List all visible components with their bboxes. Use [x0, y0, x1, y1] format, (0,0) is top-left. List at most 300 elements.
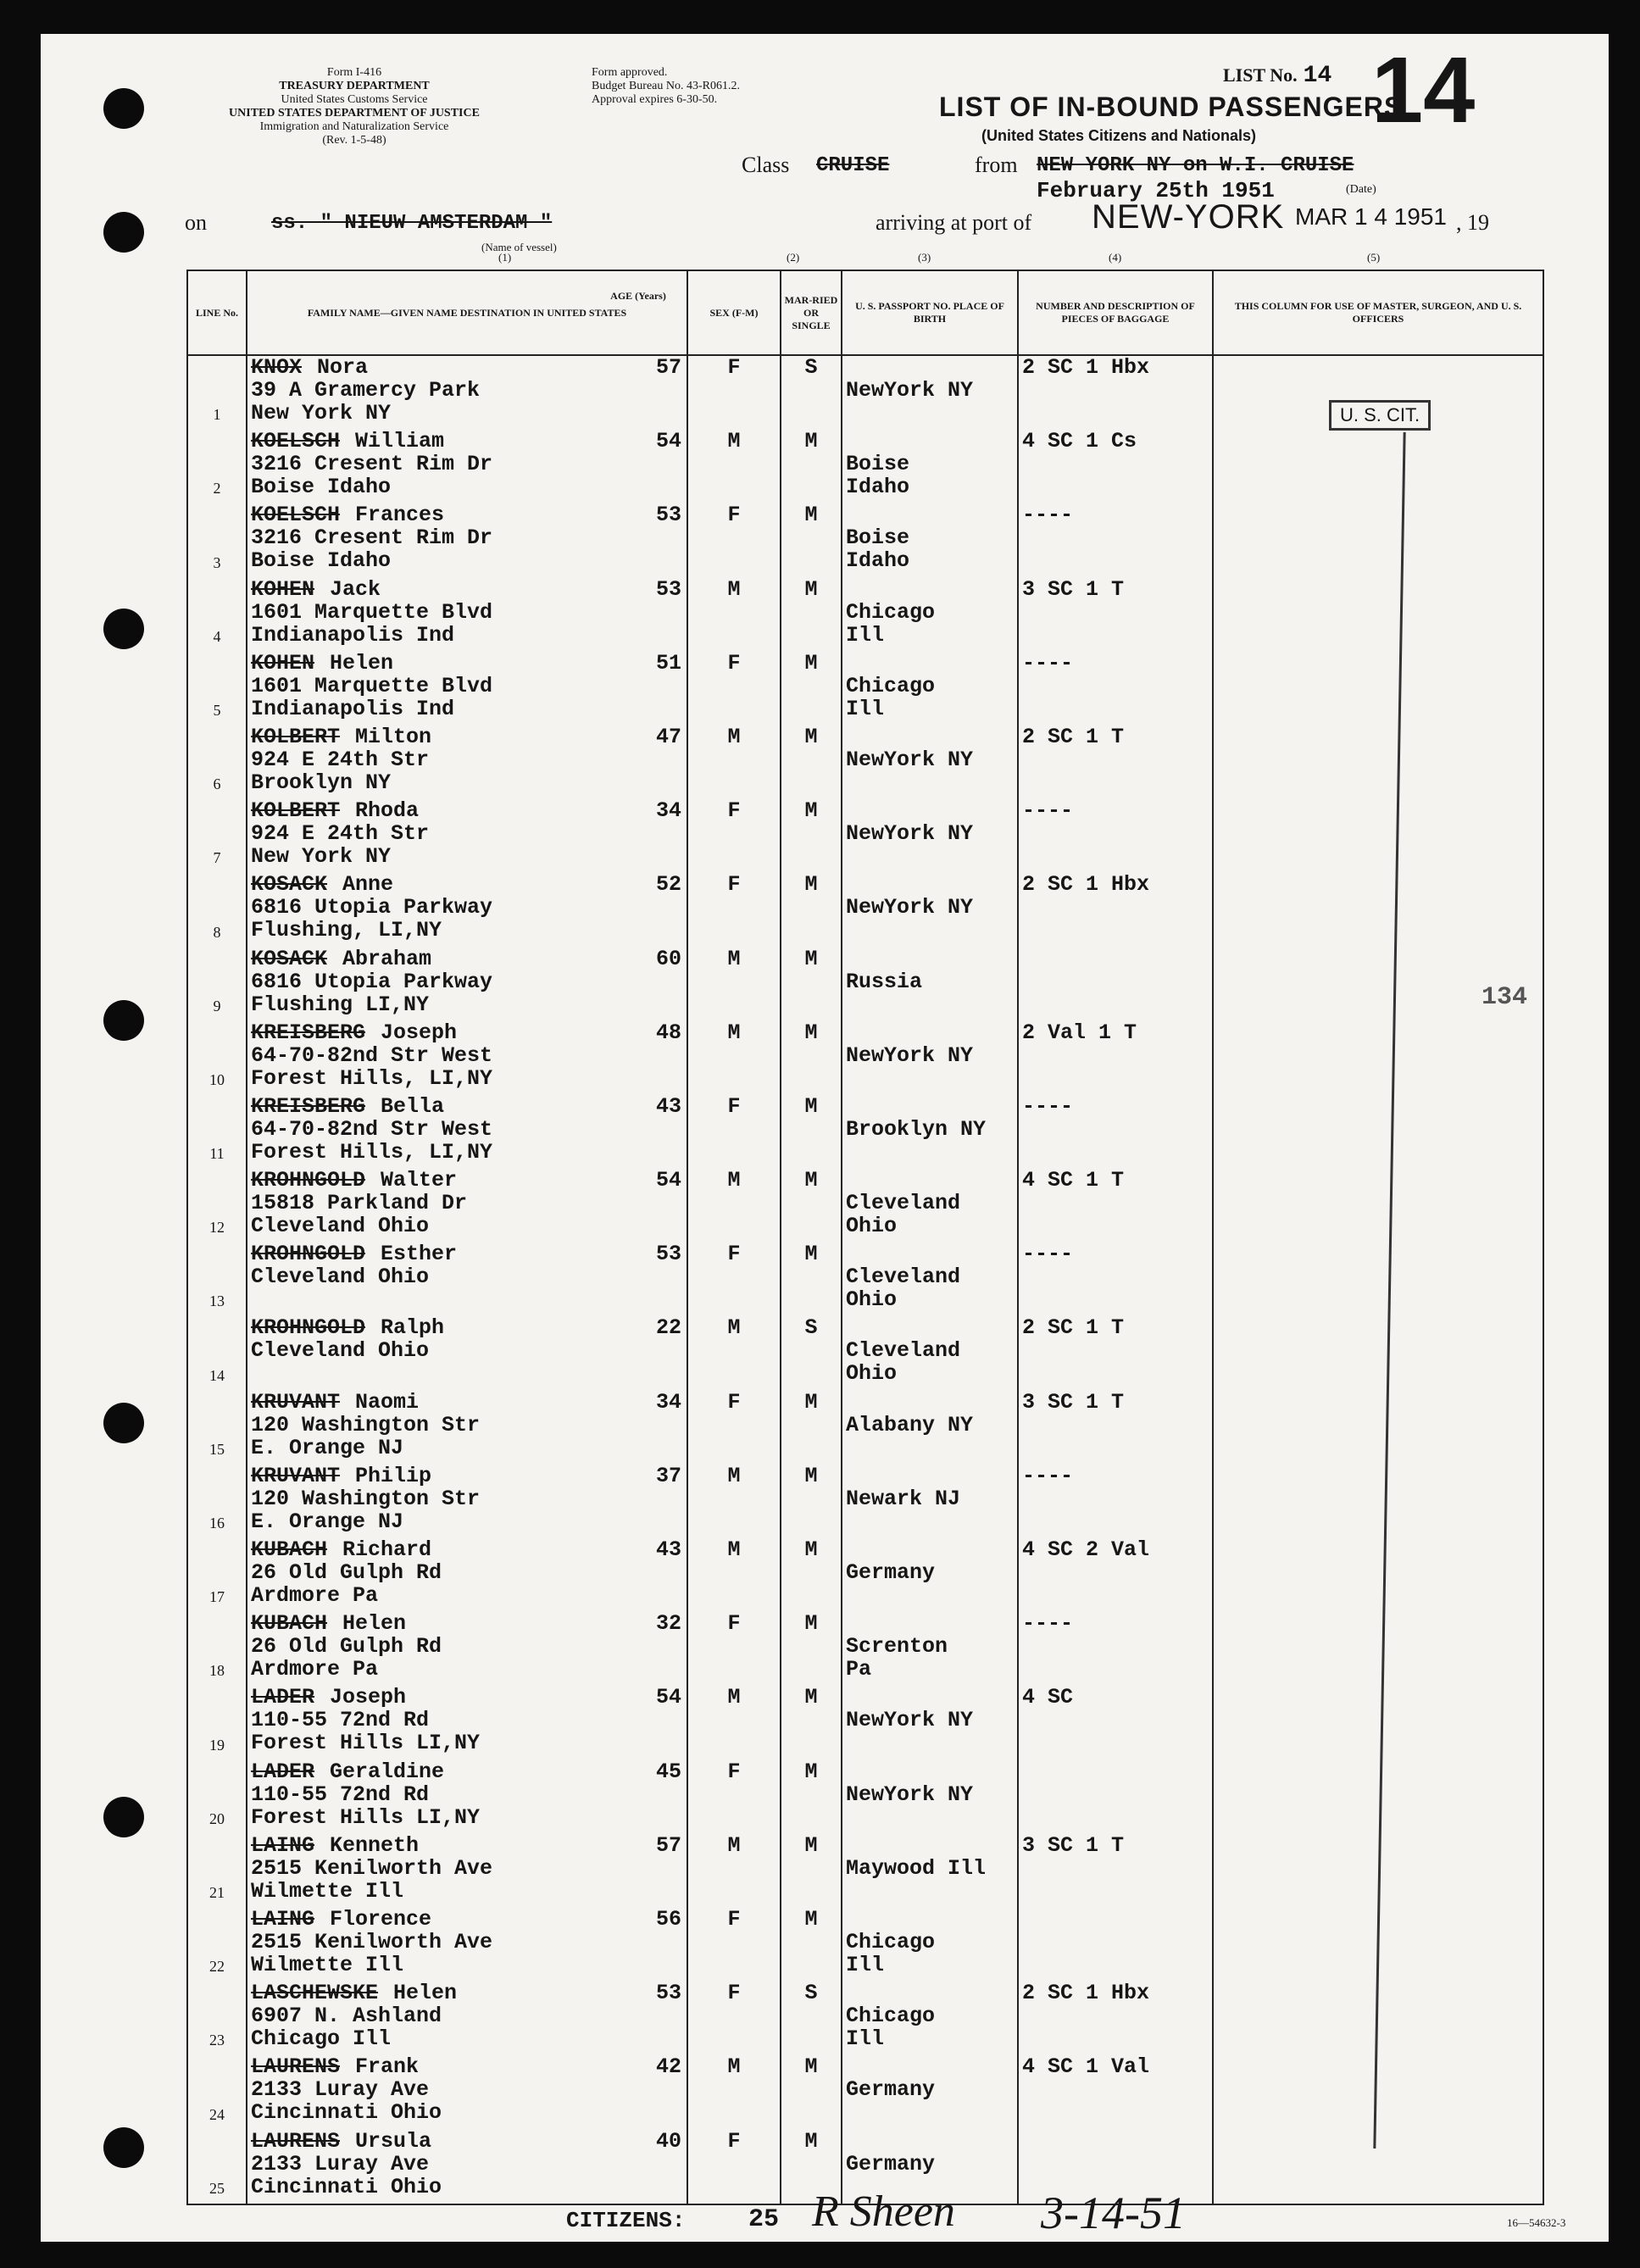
given-name: Jack	[330, 577, 381, 602]
place-of-birth	[842, 503, 1018, 577]
sex: F	[687, 1982, 781, 2055]
passenger-name-cell	[247, 799, 687, 873]
col-num: (5)	[1367, 251, 1381, 264]
baggage	[1018, 1760, 1213, 1834]
punch-hole	[103, 1000, 144, 1041]
destination-city: Wilmette Ill	[251, 1952, 404, 1977]
family-name: LADER	[251, 1759, 315, 1784]
birth-line-2: Pa	[846, 1657, 872, 1682]
family-name: LAURENS	[251, 2055, 341, 2080]
given-name: Philip	[355, 1464, 432, 1488]
family-name: LAING	[251, 1833, 315, 1858]
given-name: Milton	[355, 725, 432, 749]
sex: F	[687, 355, 781, 430]
place-of-birth	[842, 2055, 1018, 2129]
passenger-name-cell	[247, 1095, 687, 1169]
destination-city: Boise Idaho	[251, 548, 392, 574]
place-of-birth	[842, 652, 1018, 725]
table-row	[187, 799, 1543, 873]
baggage: 2 SC 1 T	[1018, 1316, 1213, 1390]
birth-line-2: Ohio	[846, 1287, 898, 1313]
sex: M	[687, 948, 781, 1021]
destination-city: Forest Hills, LI,NY	[251, 1139, 493, 1165]
age: 45	[655, 1759, 681, 1784]
officer-notes	[1213, 1095, 1543, 1169]
passenger-name-cell	[247, 1538, 687, 1612]
table-row	[187, 1095, 1543, 1169]
birth-line-2: NewYork NY	[846, 821, 974, 847]
family-name: KROHNGOLD	[251, 1242, 366, 1267]
arrival-date-stamp: MAR 1 4 1951	[1295, 203, 1447, 230]
baggage: 2 SC 1 T	[1018, 725, 1213, 799]
baggage: 2 SC 1 Hbx	[1018, 355, 1213, 430]
place-of-birth	[842, 1834, 1018, 1908]
given-name: Ralph	[381, 1316, 445, 1341]
place-of-birth	[842, 578, 1018, 652]
sex: F	[687, 1242, 781, 1316]
address-line: 110-55 72nd Rd	[251, 1708, 430, 1733]
handwritten-list-number: 14	[1371, 38, 1476, 142]
ins-service: Immigration and Naturalization Service	[259, 120, 449, 133]
us-citizen-stamp: U. S. CIT.	[1329, 400, 1431, 431]
given-name: Florence	[330, 1907, 432, 1932]
col-num: (4)	[1109, 251, 1122, 264]
year-suffix: , 19	[1456, 210, 1489, 235]
table-row	[187, 948, 1543, 1021]
given-name: Helen	[330, 651, 394, 675]
address-line: 2515 Kenilworth Ave	[251, 1855, 493, 1881]
line-number: 9	[187, 948, 247, 1021]
passenger-name-cell	[247, 355, 687, 430]
age: 48	[655, 1020, 681, 1045]
address-line: 3216 Cresent Rim Dr	[251, 525, 493, 551]
line-number: 23	[187, 1982, 247, 2055]
given-name: Ursula	[355, 2129, 432, 2154]
family-name: KRUVANT	[251, 1390, 341, 1415]
sex: M	[687, 725, 781, 799]
revision: (Rev. 1-5-48)	[322, 134, 386, 147]
line-number: 21	[187, 1834, 247, 1908]
marital-status: M	[781, 2130, 842, 2204]
approval-line: Approval expires 6-30-50.	[592, 93, 718, 106]
table-row	[187, 1908, 1543, 1982]
class-value: CRUISE	[816, 154, 890, 177]
given-name: Esther	[381, 1242, 458, 1267]
family-name: KREISBERG	[251, 1094, 366, 1119]
given-name: Rhoda	[355, 799, 420, 824]
approval-line: Form approved.	[592, 66, 668, 79]
given-name: Richard	[342, 1538, 432, 1562]
sex: F	[687, 1612, 781, 1686]
sex: M	[687, 1686, 781, 1759]
table-row	[187, 1465, 1543, 1538]
line-number: 2	[187, 430, 247, 503]
place-of-birth	[842, 1538, 1018, 1612]
age: 22	[655, 1316, 681, 1341]
col-num: (2)	[787, 251, 800, 264]
table-row	[187, 1612, 1543, 1686]
citizens-count: 25	[748, 2205, 780, 2234]
place-of-birth	[842, 1982, 1018, 2055]
address-line: 120 Washington Str	[251, 1412, 481, 1437]
marital-status: M	[781, 1686, 842, 1759]
marital-status: M	[781, 1391, 842, 1465]
officer-notes	[1213, 1242, 1543, 1316]
officer-notes	[1213, 2055, 1543, 2129]
department-header	[176, 66, 532, 147]
birth-line-1: Chicago	[846, 1929, 936, 1954]
sex: M	[687, 430, 781, 503]
col-num: (3)	[918, 251, 931, 264]
marital-status: M	[781, 1612, 842, 1686]
birth-line-2: Ohio	[846, 1214, 898, 1239]
age: 53	[655, 577, 681, 602]
marital-status: M	[781, 948, 842, 1021]
from-value: NEW YORK NY on W.I. CRUISE	[1037, 154, 1354, 177]
marital-status: S	[781, 1982, 842, 2055]
address-line: 110-55 72nd Rd	[251, 1782, 430, 1807]
sex: F	[687, 1908, 781, 1982]
destination-city: Ardmore Pa	[251, 1657, 379, 1682]
place-of-birth	[842, 1316, 1018, 1390]
officer-notes	[1213, 725, 1543, 799]
birth-line-2: Ill	[846, 2026, 885, 2052]
place-of-birth	[842, 1242, 1018, 1316]
marital-status: M	[781, 652, 842, 725]
baggage: 3 SC 1 T	[1018, 1834, 1213, 1908]
officer-notes	[1213, 799, 1543, 873]
birth-line-2: NewYork NY	[846, 895, 974, 920]
punch-hole	[103, 88, 144, 129]
birth-line-2: Alabany NY	[846, 1412, 974, 1437]
punch-hole	[103, 1797, 144, 1837]
page-subtitle: (United States Citizens and Nationals)	[981, 127, 1257, 144]
form-code: 16—54632-3	[1507, 2216, 1566, 2229]
col-header-sex: SEX (F-M)	[687, 270, 781, 355]
destination-city: Forest Hills LI,NY	[251, 1731, 481, 1756]
birth-line-2: Ill	[846, 1952, 885, 1977]
baggage: ----	[1018, 1095, 1213, 1169]
given-name: Frances	[355, 503, 445, 528]
sex: M	[687, 1538, 781, 1612]
given-name: Abraham	[342, 947, 432, 971]
birth-line-2: NewYork NY	[846, 378, 974, 403]
address-line: 1601 Marquette Blvd	[251, 673, 493, 698]
birth-line-2: Idaho	[846, 548, 910, 574]
from-label: from	[975, 153, 1018, 177]
family-name: LADER	[251, 1686, 315, 1710]
destination-city: Indianapolis Ind	[251, 622, 455, 648]
baggage: ----	[1018, 799, 1213, 873]
citizens-label: CITIZENS:	[566, 2208, 686, 2233]
place-of-birth	[842, 1908, 1018, 1982]
punch-hole	[103, 609, 144, 649]
given-name: Geraldine	[330, 1759, 445, 1784]
customs-service: United States Customs Service	[281, 93, 428, 106]
officer-notes	[1213, 1169, 1543, 1242]
family-name: LAURENS	[251, 2129, 341, 2154]
officer-notes	[1213, 430, 1543, 503]
passenger-name-cell	[247, 873, 687, 947]
line-number: 17	[187, 1538, 247, 1612]
place-of-birth	[842, 430, 1018, 503]
baggage: 2 SC 1 Hbx	[1018, 1982, 1213, 2055]
table-header-row	[187, 270, 1543, 355]
address-line: 2133 Luray Ave	[251, 2077, 430, 2103]
destination-city: E. Orange NJ	[251, 1509, 404, 1534]
line-number: 15	[187, 1391, 247, 1465]
line-number: 1	[187, 355, 247, 430]
destination-city: Flushing LI,NY	[251, 992, 430, 1017]
sex: M	[687, 1465, 781, 1538]
table-row	[187, 1982, 1543, 2055]
col-header-age: AGE (Years)	[610, 290, 666, 302]
baggage: 2 Val 1 T	[1018, 1021, 1213, 1095]
passenger-name-cell	[247, 1021, 687, 1095]
destination-city: Wilmette Ill	[251, 1878, 404, 1904]
given-name: Helen	[393, 1982, 458, 2006]
age: 34	[655, 1390, 681, 1415]
marital-status: M	[781, 1169, 842, 1242]
marital-status: M	[781, 873, 842, 947]
margin-number: 134	[1482, 983, 1528, 1012]
birth-line-1: Cleveland	[846, 1338, 961, 1364]
marital-status: M	[781, 430, 842, 503]
place-of-birth	[842, 1612, 1018, 1686]
address-line: 64-70-82nd Str West	[251, 1042, 493, 1068]
table-row	[187, 1760, 1543, 1834]
destination-city: Chicago Ill	[251, 2026, 392, 2052]
col-header-passport: U. S. PASSPORT NO. PLACE OF BIRTH	[842, 270, 1018, 355]
approval-note	[592, 66, 812, 107]
table-row	[187, 1242, 1543, 1316]
marital-status: M	[781, 578, 842, 652]
table-row	[187, 1538, 1543, 1612]
place-of-birth	[842, 725, 1018, 799]
address-line: 64-70-82nd Str West	[251, 1116, 493, 1142]
given-name: Joseph	[381, 1020, 458, 1045]
sex: M	[687, 1169, 781, 1242]
marital-status: M	[781, 1908, 842, 1982]
address-line: 15818 Parkland Dr	[251, 1191, 468, 1216]
sex: F	[687, 1760, 781, 1834]
destination-city: Indianapolis Ind	[251, 696, 455, 721]
passenger-name-cell	[247, 503, 687, 577]
family-name: KROHNGOLD	[251, 1169, 366, 1193]
sex: F	[687, 2130, 781, 2204]
birth-line-2: NewYork NY	[846, 1782, 974, 1807]
age: 40	[655, 2129, 681, 2154]
age: 54	[655, 430, 681, 454]
officer-notes	[1213, 1686, 1543, 1759]
birth-line-2: Idaho	[846, 475, 910, 500]
age: 53	[655, 1242, 681, 1267]
passenger-name-cell	[247, 1242, 687, 1316]
destination-city: E. Orange NJ	[251, 1435, 404, 1460]
passenger-name-cell	[247, 1612, 687, 1686]
age: 32	[655, 1612, 681, 1637]
punch-hole	[103, 1403, 144, 1443]
marital-status: M	[781, 2055, 842, 2129]
table-row	[187, 1686, 1543, 1759]
address-line: 924 E 24th Str	[251, 821, 430, 847]
baggage: 4 SC	[1018, 1686, 1213, 1759]
age: 43	[655, 1538, 681, 1562]
officer-notes	[1213, 2130, 1543, 2204]
age: 57	[655, 355, 681, 380]
passenger-name-cell	[247, 2130, 687, 2204]
address-line: 26 Old Gulph Rd	[251, 1560, 442, 1585]
col-header-married: MAR-RIED OR SINGLE	[781, 270, 842, 355]
birth-line-2: Maywood Ill	[846, 1855, 987, 1881]
table-row	[187, 1021, 1543, 1095]
officer-notes	[1213, 1538, 1543, 1612]
passenger-name-cell	[247, 578, 687, 652]
marital-status: S	[781, 355, 842, 430]
destination-city: Brooklyn NY	[251, 770, 392, 795]
table-row	[187, 725, 1543, 799]
col-header-officers: THIS COLUMN FOR USE OF MASTER, SURGEON, AND U. S. OFFICERS	[1213, 270, 1543, 355]
officer-notes	[1213, 873, 1543, 947]
destination-city: Boise Idaho	[251, 475, 392, 500]
signature-date: 3-14-51	[1041, 2187, 1186, 2238]
age: 34	[655, 799, 681, 824]
sex: F	[687, 1095, 781, 1169]
baggage	[1018, 948, 1213, 1021]
age: 56	[655, 1907, 681, 1932]
birth-line-2: Brooklyn NY	[846, 1116, 987, 1142]
passenger-name-cell	[247, 1908, 687, 1982]
family-name: KOELSCH	[251, 503, 341, 528]
col-header-name: FAMILY NAME—GIVEN NAME DESTINATION IN UNITED STATES	[247, 270, 687, 355]
destination-city: Cincinnati Ohio	[251, 2174, 442, 2199]
baggage	[1018, 1908, 1213, 1982]
place-of-birth	[842, 1021, 1018, 1095]
given-name: Kenneth	[330, 1833, 420, 1858]
age: 53	[655, 503, 681, 528]
family-name: KOLBERT	[251, 799, 341, 824]
place-of-birth	[842, 799, 1018, 873]
birth-line-2: Ill	[846, 622, 885, 648]
officer-notes	[1213, 1316, 1543, 1390]
marital-status: M	[781, 1760, 842, 1834]
officer-notes	[1213, 1612, 1543, 1686]
age: 60	[655, 947, 681, 971]
destination-city: Ardmore Pa	[251, 1583, 379, 1608]
destination-city: Forest Hills LI,NY	[251, 1804, 481, 1830]
passenger-name-cell	[247, 725, 687, 799]
destination-city: Cleveland Ohio	[251, 1338, 430, 1364]
family-name: KOSACK	[251, 873, 328, 898]
birth-line-2: NewYork NY	[846, 747, 974, 772]
destination-city: New York NY	[251, 844, 392, 870]
marital-status: M	[781, 1538, 842, 1612]
date-label: (Date)	[1346, 183, 1376, 196]
address-line: 2133 Luray Ave	[251, 2151, 430, 2176]
table-row	[187, 1834, 1543, 1908]
destination-city: New York NY	[251, 401, 392, 425]
treasury-dept: TREASURY DEPARTMENT	[279, 80, 430, 92]
given-name: Bella	[381, 1094, 445, 1119]
age: 37	[655, 1464, 681, 1488]
line-number: 7	[187, 799, 247, 873]
punch-hole	[103, 2127, 144, 2168]
birth-line-2: NewYork NY	[846, 1042, 974, 1068]
baggage: 4 SC 1 T	[1018, 1169, 1213, 1242]
family-name: LAING	[251, 1907, 315, 1932]
page-title: LIST OF IN-BOUND PASSENGERS	[939, 92, 1404, 122]
birth-line-1: Screnton	[846, 1634, 948, 1659]
punch-hole	[103, 212, 144, 253]
on-label: on	[185, 210, 207, 235]
destination-city: Flushing, LI,NY	[251, 918, 442, 943]
age: 51	[655, 651, 681, 675]
birth-line-2: Germany	[846, 2151, 936, 2176]
birth-line-2: Germany	[846, 1560, 936, 1585]
given-name: William	[355, 430, 445, 454]
line-number: 13	[187, 1242, 247, 1316]
family-name: KOHEN	[251, 577, 315, 602]
given-name: Frank	[355, 2055, 420, 2080]
table-row	[187, 1169, 1543, 1242]
table-row	[187, 2055, 1543, 2129]
given-name: Naomi	[355, 1390, 420, 1415]
line-number: 19	[187, 1686, 247, 1759]
approval-line: Budget Bureau No. 43-R061.2.	[592, 80, 740, 92]
passenger-name-cell	[247, 2055, 687, 2129]
passenger-name-cell	[247, 1760, 687, 1834]
line-number: 16	[187, 1465, 247, 1538]
form-number: Form I-416	[326, 66, 382, 79]
justice-dept: UNITED STATES DEPARTMENT OF JUSTICE	[229, 107, 480, 120]
departure-date: February 25th 1951	[1037, 178, 1275, 203]
officer-notes	[1213, 652, 1543, 725]
line-number: 22	[187, 1908, 247, 1982]
birth-line-2: NewYork NY	[846, 1708, 974, 1733]
officer-notes	[1213, 1760, 1543, 1834]
passenger-name-cell	[247, 1686, 687, 1759]
baggage: ----	[1018, 1465, 1213, 1538]
line-number: 6	[187, 725, 247, 799]
officer-notes	[1213, 1021, 1543, 1095]
col-header-baggage: NUMBER AND DESCRIPTION OF PIECES OF BAGGAGE	[1018, 270, 1213, 355]
col-num: (1)	[498, 251, 512, 264]
place-of-birth	[842, 1760, 1018, 1834]
sex: F	[687, 1391, 781, 1465]
destination-city: Cleveland Ohio	[251, 1265, 430, 1290]
place-of-birth	[842, 948, 1018, 1021]
destination-city: Cleveland Ohio	[251, 1214, 430, 1239]
line-number: 14	[187, 1316, 247, 1390]
place-of-birth	[842, 1391, 1018, 1465]
age: 57	[655, 1833, 681, 1858]
sex: M	[687, 578, 781, 652]
marital-status: M	[781, 1021, 842, 1095]
birth-line-1: Chicago	[846, 2004, 936, 2029]
table-row	[187, 652, 1543, 725]
officer-notes	[1213, 503, 1543, 577]
baggage: ----	[1018, 1612, 1213, 1686]
marital-status: M	[781, 1242, 842, 1316]
birth-line-1: Boise	[846, 452, 910, 477]
passenger-name-cell	[247, 430, 687, 503]
baggage: 4 SC 1 Val	[1018, 2055, 1213, 2129]
line-number: 18	[187, 1612, 247, 1686]
place-of-birth	[842, 1465, 1018, 1538]
marital-status: M	[781, 799, 842, 873]
passenger-name-cell	[247, 1982, 687, 2055]
family-name: KRUVANT	[251, 1464, 341, 1488]
